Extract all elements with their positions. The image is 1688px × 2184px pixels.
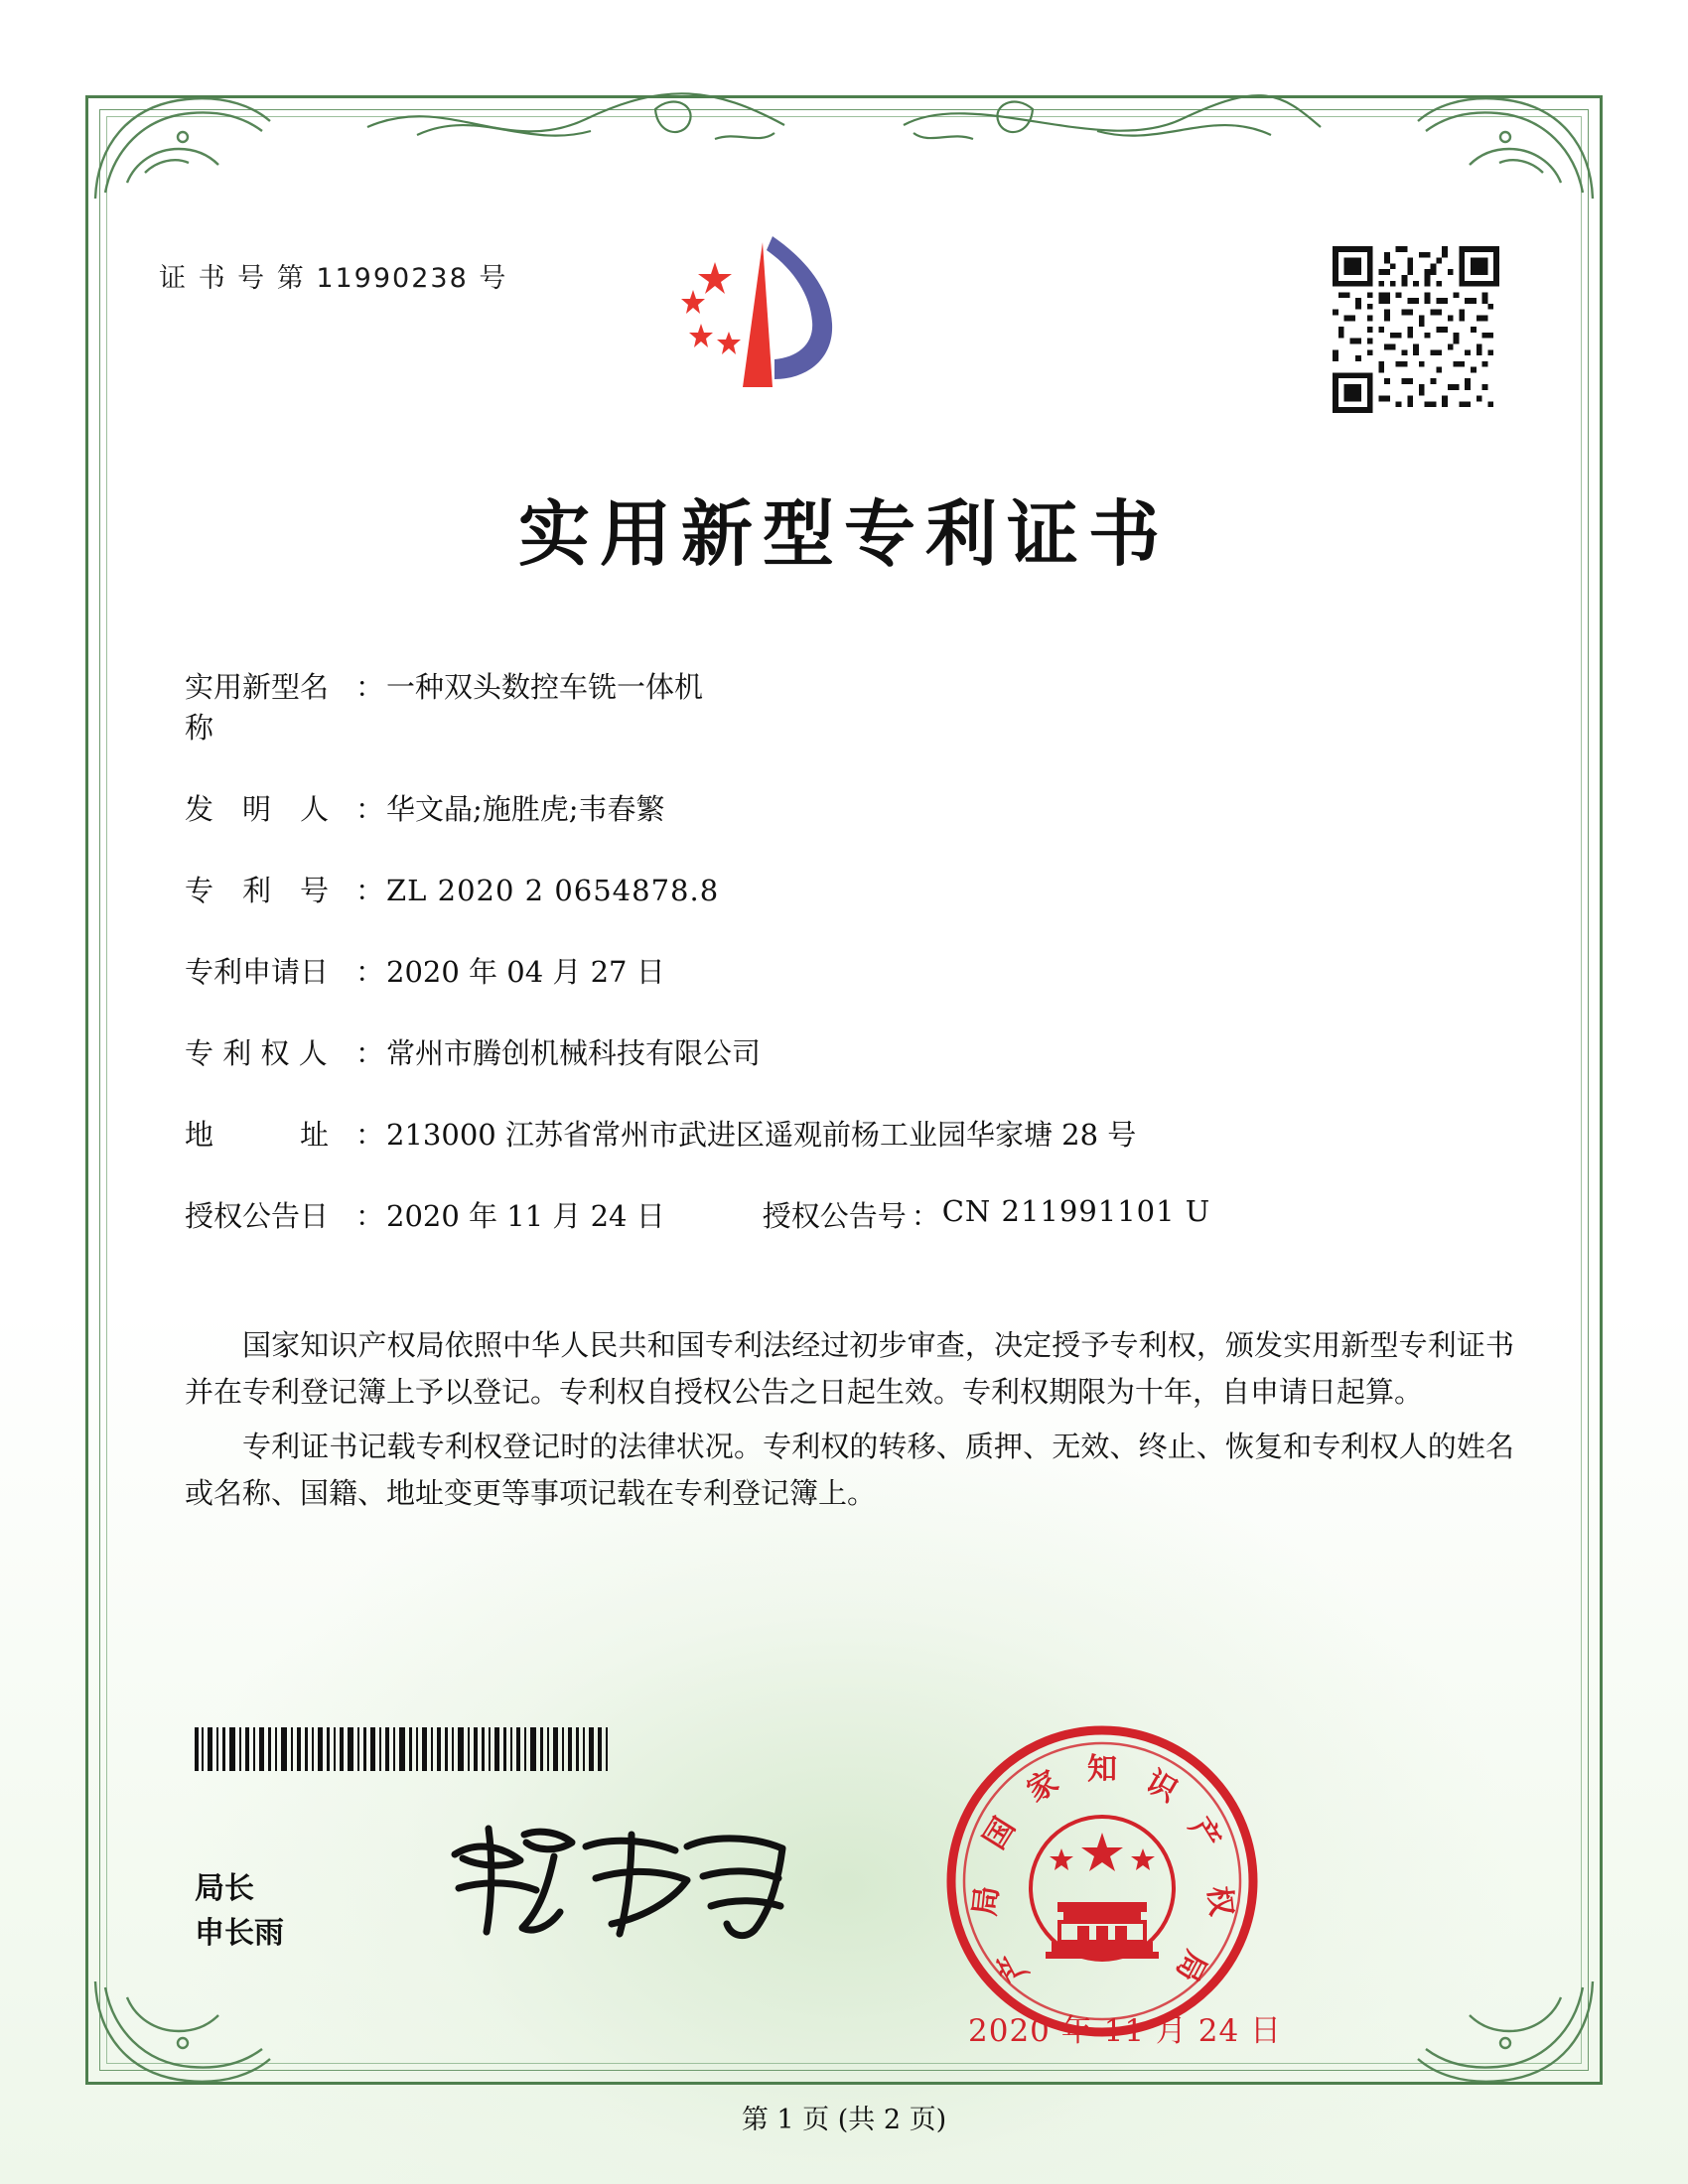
director-name: 申长雨 bbox=[195, 1916, 284, 1951]
seal-date: 2020 年 11 月 24 日 bbox=[968, 2013, 1283, 2049]
field-label: 发 明 人 bbox=[185, 792, 330, 826]
field-label-2: 授权公告号 bbox=[762, 1199, 907, 1233]
handwritten-signature-icon bbox=[437, 1807, 814, 1956]
field-colon: ： bbox=[355, 792, 385, 826]
field-label: 专 利 权 人 bbox=[185, 1036, 328, 1070]
svg-text:识: 识 bbox=[1140, 1764, 1184, 1810]
field-patent-number bbox=[185, 869, 1519, 909]
field-value: 一种双头数控车铣一体机 bbox=[386, 670, 704, 704]
field-colon: ： bbox=[355, 1118, 385, 1152]
cnipa-logo-icon bbox=[655, 228, 874, 407]
field-value: ZL 2020 2 0654878.8 bbox=[386, 874, 720, 907]
corner-ornament-icon bbox=[87, 87, 276, 206]
top-flourish-ornament-icon bbox=[357, 87, 1331, 159]
field-patentee bbox=[185, 1031, 1519, 1072]
field-colon-2: ： bbox=[911, 1199, 940, 1233]
field-application-date bbox=[185, 950, 1519, 991]
director-title: 局长 bbox=[195, 1871, 254, 1906]
corner-ornament-icon bbox=[1412, 87, 1601, 206]
field-value-2: CN 211991101 U bbox=[941, 1194, 1211, 1228]
legal-text bbox=[185, 1322, 1514, 1525]
field-grant-announcement bbox=[185, 1194, 1519, 1235]
field-value: 华文晶;施胜虎;韦春繁 bbox=[386, 792, 665, 826]
svg-text:权: 权 bbox=[1200, 1884, 1239, 1918]
svg-text:产: 产 bbox=[1182, 1811, 1227, 1855]
field-value: 213000 江苏省常州市武进区遥观前杨工业园华家塘 28 号 bbox=[386, 1118, 1137, 1152]
field-grant-number-group bbox=[763, 1194, 1211, 1235]
field-label: 地 址 bbox=[185, 1118, 330, 1152]
field-colon: ： bbox=[355, 874, 385, 907]
barcode-icon bbox=[195, 1727, 612, 1771]
field-value: 2020 年 11 月 24 日 bbox=[386, 1199, 665, 1233]
signature-block bbox=[195, 1866, 284, 1956]
paragraph-2: 专利证书记载专利权登记时的法律状况。专利权的转移、质押、无效、终止、恢复和专利权人的姓名或名称、国籍、地址变更等事项记载在专利登记簿上。 bbox=[185, 1429, 1514, 1510]
svg-text:国: 国 bbox=[977, 1811, 1023, 1855]
certificate-number: 证 书 号 第 11990238 号 bbox=[159, 263, 508, 294]
field-inventors bbox=[185, 787, 1519, 828]
field-label: 实用新型名称 bbox=[185, 670, 330, 745]
field-colon: ： bbox=[355, 670, 385, 704]
corner-ornament-icon bbox=[87, 1974, 276, 2093]
field-colon: ： bbox=[355, 955, 385, 989]
official-red-seal-icon bbox=[938, 1717, 1266, 2045]
svg-text:产: 产 bbox=[991, 1945, 1037, 1987]
svg-text:局: 局 bbox=[967, 1884, 1006, 1918]
field-value: 常州市腾创机械科技有限公司 bbox=[386, 1036, 762, 1070]
corner-ornament-icon bbox=[1412, 1974, 1601, 2093]
field-label: 授权公告日 bbox=[185, 1199, 330, 1233]
field-colon: ： bbox=[355, 1036, 385, 1070]
qr-code-icon bbox=[1333, 246, 1499, 413]
paragraph-1: 国家知识产权局依照中华人民共和国专利法经过初步审查，决定授予专利权，颁发实用新型专利证书并在专利登记簿上予以登记。专利权自授权公告之日起生效。专利权期限为十年，自申请日起算。 bbox=[185, 1328, 1514, 1409]
page-footer: 第 1 页 (共 2 页) bbox=[741, 2105, 947, 2135]
svg-text:知: 知 bbox=[1087, 1752, 1117, 1787]
field-utility-model-name bbox=[185, 665, 1519, 747]
svg-text:局: 局 bbox=[1168, 1945, 1213, 1987]
field-value: 2020 年 04 月 27 日 bbox=[386, 955, 665, 989]
page-title: 实用新型专利证书 bbox=[517, 491, 1170, 576]
field-list bbox=[185, 665, 1519, 1271]
field-colon: ： bbox=[355, 1199, 385, 1233]
field-label: 专 利 号 bbox=[185, 874, 330, 907]
field-label: 专利申请日 bbox=[185, 955, 330, 989]
svg-text:家: 家 bbox=[1021, 1764, 1064, 1810]
field-address bbox=[185, 1113, 1519, 1154]
